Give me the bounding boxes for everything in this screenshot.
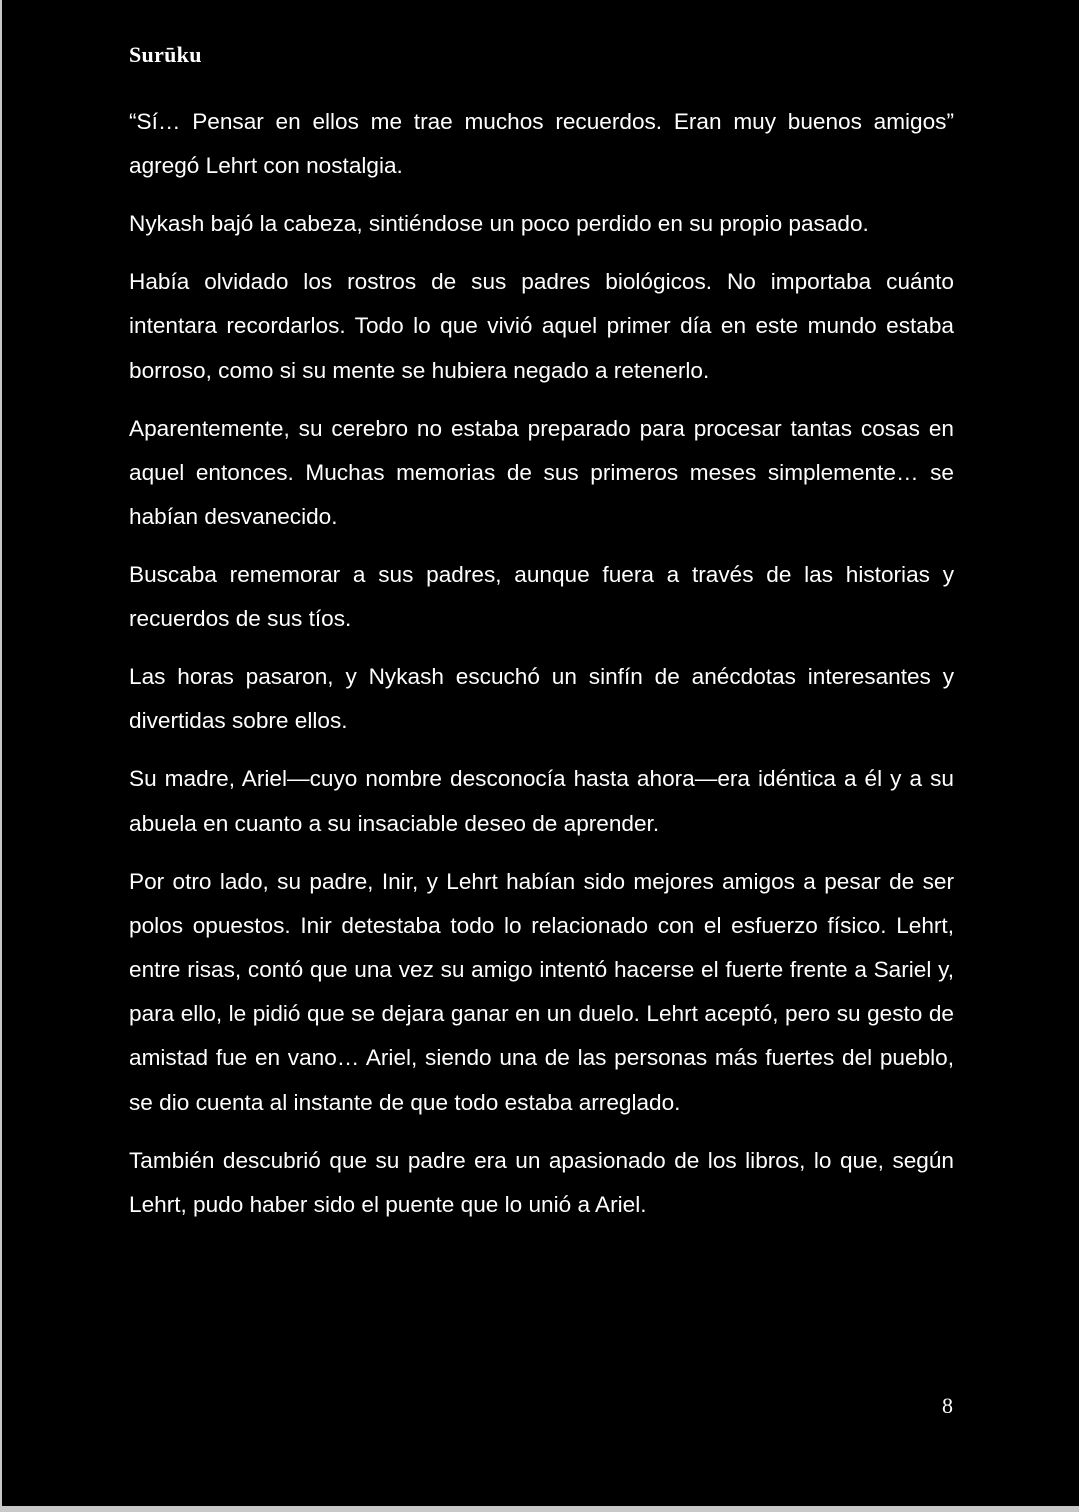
paragraph: Había olvidado los rostros de sus padres biológicos. No importaba cuánto intentara recordarlos. Todo lo que vivió aquel primer día en este mundo estaba borroso, como si su mente se hubiera negado a retenerlo. xyxy=(129,269,954,383)
paragraph: Aparentemente, su cerebro no estaba preparado para procesar tantas cosas en aquel entonces. Muchas memorias de sus primeros meses simplemente… se habían desvanecido. xyxy=(129,415,954,530)
document-page xyxy=(2,0,1079,1506)
paragraph: Nykash bajó la cabeza, sintiéndose un poco perdido en su propio pasado. xyxy=(129,211,869,237)
paragraph: Las horas pasaron, y Nykash escuchó un sinfín de anécdotas interesantes y divertidas sobre ellos. xyxy=(129,664,954,734)
running-head-title: Surūku xyxy=(129,42,202,67)
paragraph: Su madre, Ariel—cuyo nombre desconocía hasta ahora—era idéntica a él y a su abuela en cuanto a su insaciable deseo de aprender. xyxy=(129,766,954,836)
paragraph: Buscaba rememorar a sus padres, aunque fuera a través de las historias y recuerdos de sus tíos. xyxy=(129,562,954,632)
page-number: 8 xyxy=(942,1393,953,1418)
paragraph: Por otro lado, su padre, Inir, y Lehrt habían sido mejores amigos a pesar de ser polos opuestos. Inir detestaba todo lo relacionado con el esfuerzo físico. Lehrt, entre risas, contó que una vez su amigo intentó hacerse el fuerte frente a Sariel y, para ello, le pidió que se dejara ganar en un duelo. Lehrt aceptó, pero su gesto de amistad fue en vano… Ariel, siendo una de las personas más fuertes del pueblo, se dio cuenta al instante de que todo estaba arreglado. xyxy=(129,868,954,1115)
paragraph: “Sí… Pensar en ellos me trae muchos recuerdos. Eran muy buenos amigos” agregó Lehrt con nostalgia. xyxy=(129,109,954,179)
paragraph: También descubrió que su padre era un apasionado de los libros, lo que, según Lehrt, pudo haber sido el puente que lo unió a Ariel. xyxy=(129,1147,954,1217)
body-text xyxy=(129,100,954,1241)
